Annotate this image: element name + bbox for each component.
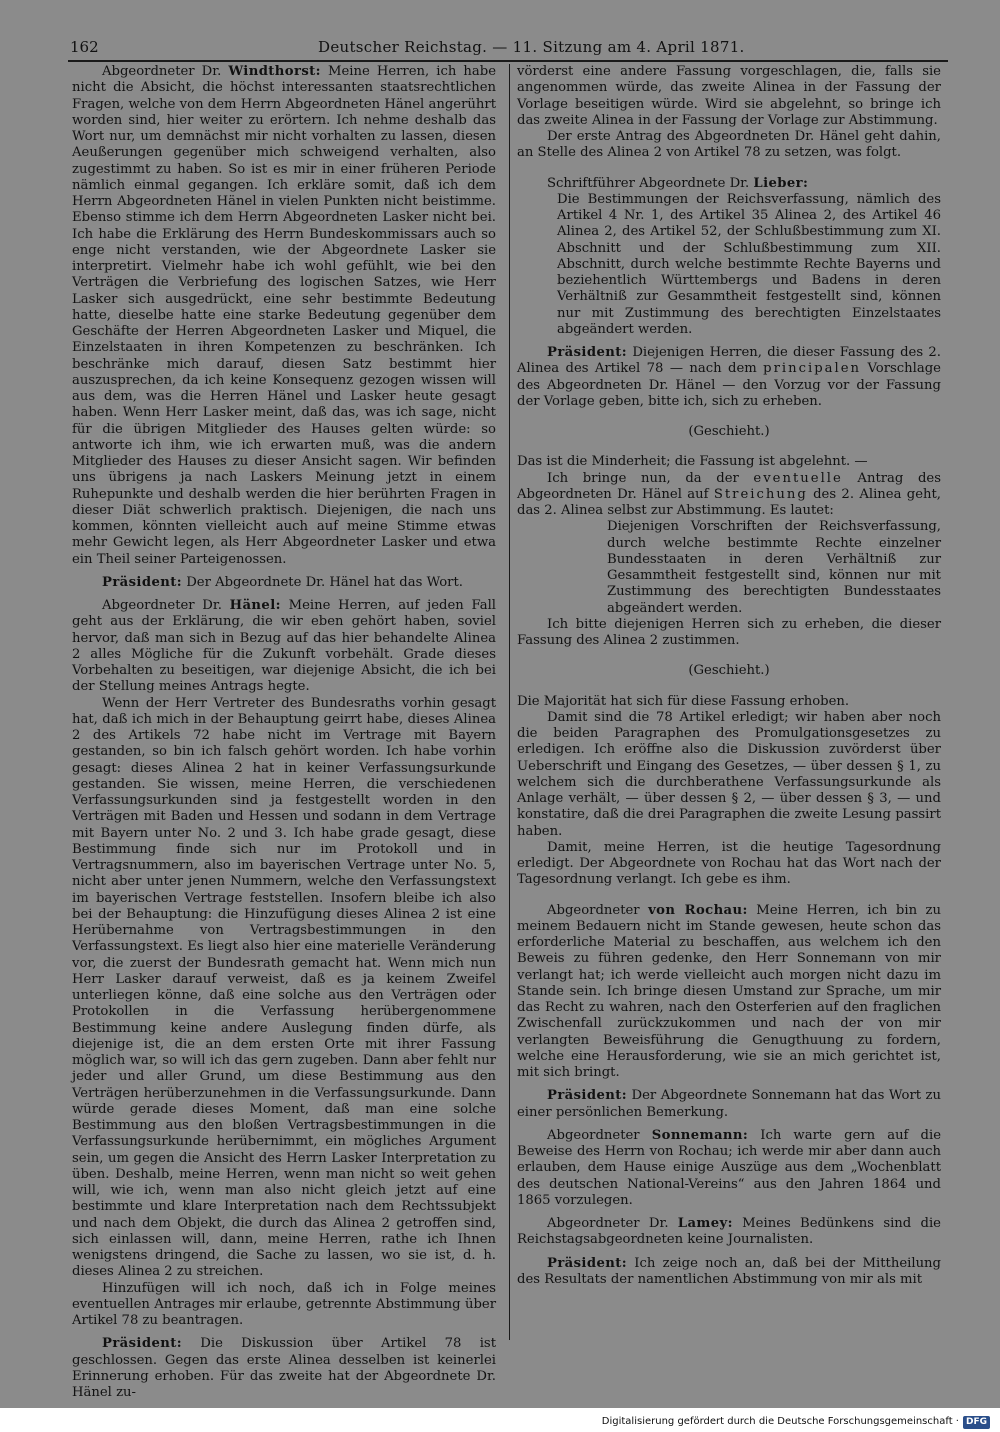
paragraph-lieber: Schriftführer Abgeordnete Dr. Lieber: — [547, 175, 809, 191]
column-divider — [509, 64, 510, 1340]
speaker-name: Präsident: — [102, 1336, 183, 1352]
stage-direction: (Geschieht.) — [688, 663, 770, 679]
paragraph-vote-intro: Ich bringe nun, da der eventuelle Antrag des Abgeordneten Dr. Hänel auf Streichung des 2. Alinea geht, das 2. Alinea selbst zur Abstimmung. Es lautet: — [517, 470, 942, 518]
speaker-name: Hänel: — [229, 598, 281, 613]
paragraph-praesident-1: Präsident: Der Abgeordnete Dr. Hänel hat das Wort. — [102, 574, 463, 590]
paragraph-praesident-3: Präsident: Diejenigen Herren, die dieser Fassung des 2. Alinea des Artikel 78 — nach dem principalen Vorschlage des Abgeordneten Dr. Hänel — den Vorzug vor der Fassung der Vorlage geben, bitte ich, sich zu erheben. — [517, 345, 941, 409]
stage-direction: (Geschieht.) — [688, 424, 770, 439]
paragraph-haenel-3: Hinzufügen will ich noch, daß ich in Folge meines eventuellen Antrages mir erlaube, getrennte Abstimmung über Artikel 78 zu beantragen. — [72, 1280, 496, 1328]
speaker-name: Windthorst: — [228, 64, 321, 79]
paragraph-praesident-5: Präsident: Ich zeige noch an, daß bei der Mittheilung des Resultats der namentlichen Abstimmung von mir als mit — [517, 1255, 941, 1287]
page-header — [70, 36, 940, 58]
paragraph-praesident-4: Präsident: Der Abgeordnete Sonnemann hat das Wort zu einer persönlichen Bemerkung. — [517, 1088, 941, 1120]
speaker-name: Präsident: — [547, 1255, 628, 1271]
dfg-logo: DFG — [963, 1416, 990, 1429]
speaker-name: Präsident: — [547, 345, 628, 360]
paragraph-continuation: vörderst eine andere Fassung vorgeschlagen, die, falls sie angenommen würde, das zweite Alinea in der Fassung der Vorlage beseitigen würde. Wird sie abgelehnt, so bringe ich das zweite Alinea in der Fassung der Vorlage zur Abstimmung. — [517, 64, 941, 128]
page-number: 162 — [70, 38, 99, 56]
paragraph-haenel-2: Wenn der Herr Vertreter des Bundesraths vorhin gesagt hat, daß ich mich in der Behauptung geirrt habe, dieses Alinea 2 des Artikels 72 habe nicht im Vertrage mit Bayern gestanden, so bin ich falsch gehört worden. Ich habe vorhin gesagt: dieses Alinea 2 hat in keiner Verfassungsurkunde gestanden. Sie wissen, meine Herren, die verschiedenen Verfassungsurkunden sind ja festgestellt worden in den Verträgen mit Baden und Hessen und sodann in dem Vertrage mit Bayern unter No. 2 und 3. Ich habe grade gesagt, diese Bestimmung finde sich nur im Protokoll und in Vertragsnummern, also im bayerischen Vertrage unter No. 5, nicht aber unter jenen Nummern, welche den Verfassungstext im bayerischen Vertrage feststellen. Insofern bleibe ich also bei der Behauptung: die Hinzufügung dieses Alinea 2 ist eine Herübernahme von Vertragsbestimmungen in den Verfassungstext. Es liegt also hier eine materielle Veränderung vor, die zuerst der Bundesrath gemacht hat. Wenn mich nun Herr Lasker darauf verweist, daß es ja keinem Zweifel unterliegen könne, daß eine solche aus den Verträgen oder Protokollen in die Verfassung herübergenommene Bestimmung keine andere Auslegung finden dürfe, als diejenige ist, die an dem ersten Orte mit ihrer Fassung möglich war, so will ich das gern zugeben. Dann aber fehlt nur jeder und aller Grund, um diese Bestimmung aus den Verträgen herüberzunehmen in die Verfassungsurkunde. Dann würde gerade dieses Moment, daß man eine solche Bestimmung aus den bloßen Vertragsbestimmungen in die Verfassungsurkunde herübernimmt, ein mögliches Argument sein, um gegen die Ansicht des Herrn Lasker Interpretation zu üben. Deshalb, meine Herren, wenn man nicht so weit gehen will, wie ich, wenn man also nicht gleich jetzt auf eine bestimmte und klare Interpretation nach dem Rechtssubjekt und nach dem Objekt, die durch das Alinea 2 getroffen sind, sich einlassen will, dann, meine Herren, rathe ich Ihnen wenigstens dringend, die Sache zu lassen, wo sie ist, d. h. dieses Alinea 2 zu streichen. — [72, 695, 496, 1280]
speaker-name: Präsident: — [102, 574, 183, 590]
credit-text: Digitalisierung gefördert durch die Deutsche Forschungsgemeinschaft · — [601, 1416, 959, 1427]
paragraph-haenel: Abgeordneter Dr. Hänel: Meine Herren, auf jeden Fall geht aus der Erklärung, die wir eben gehört haben, soviel hervor, daß man sich in Bezug auf das hier behandelte Alinea 2 alles Mögliche für die Zukunft vorbehält. Grade dieses Vorbehalten zu beseitigen, war diejenige Absicht, die ich bei der Stellung meines Antrags hegte. — [72, 598, 497, 695]
right-column — [517, 64, 941, 1288]
paragraph-lamey: Abgeordneter Dr. Lamey: Meines Bedünkens sind die Reichstagsabgeordneten keine Journalisten. — [517, 1216, 941, 1248]
speaker-name: von Rochau: — [648, 902, 748, 918]
paragraph-praesident-2: Präsident: Die Diskussion über Artikel 78 ist geschlossen. Gegen das erste Alinea desselben ist keinerlei Erinnerung erhoben. Für das zweite hat der Abgeordnete Dr. Hänel zu- — [72, 1336, 496, 1400]
paragraph-first-motion: Der erste Antrag des Abgeordneten Dr. Hänel geht dahin, an Stelle des Alinea 2 von Artikel 78 zu setzen, was folgt. — [517, 129, 941, 161]
paragraph-sonnemann: Abgeordneter Sonnemann: Ich warte gern auf die Beweise des Herrn von Rochau; ich werde mir aber dann auch erlauben, dem Hause einige Auszüge aus dem „Wochenblatt des deutschen National-Vereins“ aus den Jahren 1864 und 1865 vorzulegen. — [517, 1127, 941, 1208]
paragraph-articles-done: Damit sind die 78 Artikel erledigt; wir haben aber noch die beiden Paragraphen des Promulgationsgesetzes zu erledigen. Ich eröffne also die Diskussion zuvörderst über Ueberschrift und Eingang des Gesetzes, — über dessen § 1, zu welchem sich die durchberathene Verfassungsurkunde als Anlage verhält, — über dessen § 2, — über dessen § 3, — und konstatire, daß die drei Paragraphen die zweite Lesung passirt haben. — [517, 709, 941, 839]
running-title: Deutscher Reichstag. — 11. Sitzung am 4. April 1871. — [318, 38, 745, 56]
digitization-credit — [602, 1414, 990, 1430]
quote-motion-text: Die Bestimmungen der Reichsverfassung, nämlich des Artikel 4 Nr. 1, des Artikel 35 Alinea 2, des Artikel 46 Alinea 2, des Artikel 52, der Schlußbestimmung zum XI. Abschnitt und der Schlußbestimmung zum XII. Abschnitt, durch welche bestimmte Rechte Bayerns und beziehentlich Württembergs und Badens in deren Verhältniß zur Gesammtheit festgestellt sind, können nur mit Zustimmung des berechtigten Einzelstaates abgeändert werden. — [557, 191, 941, 337]
paragraph-rochau: Abgeordneter von Rochau: Meine Herren, ich bin zu meinem Bedauern nicht im Stande gewesen, heute schon das erforderliche Material zu beschaffen, aus welchem ich den Beweis zu führen gedenke, den Herr Sonnemann von mir verlangt hat; ich werde vielleicht auch morgen nicht dazu im Stande sein. Ich bringe diesen Umstand zur Sprache, um mir das Recht zu wahren, nach den Osterferien auf den fraglichen Zwischenfall zurückzukommen und nach der von mir verlangten Beweisführung die Genugthuung zu fordern, welche eine Herausforderung, wie sie an mich gerichtet ist, mit sich bringt. — [517, 902, 941, 1080]
header-rule — [68, 60, 948, 62]
quote-alinea-text: Diejenigen Vorschriften der Reichsverfassung, durch welche bestimmte Rechte einzelner Bundesstaaten in deren Verhältniß zur Gesammtheit festgestellt sind, können nur mit Zustimmung des berechtigten Bundesstaates abgeändert werden. — [607, 519, 941, 616]
speaker-name: Präsident: — [547, 1088, 628, 1104]
paragraph-vote-request: Ich bitte diejenigen Herren sich zu erheben, die dieser Fassung des Alinea 2 zustimmen. — [517, 616, 941, 648]
paragraph-windthorst: Abgeordneter Dr. Windthorst: Meine Herren, ich habe nicht die Absicht, die höchst interessanten staatsrechtlichen Fragen, welche von dem Herrn Abgeordneten Hänel angerührt worden sind, hier weiter zu erörtern. Ich nehme deshalb das Wort nur, um demnächst mir nicht vorhalten zu lassen, diesen Aeußerungen gegenüber mich schweigend verhalten, also zugestimmt zu haben. So ist es mir in einer früheren Periode nämlich einmal gegangen. Ich erkläre somit, daß ich dem Herrn Abgeordneten Hänel in vielen Punkten nicht beistimme. Ebenso stimme ich dem Herrn Abgeordneten Lasker nicht bei. Ich habe die Erklärung des Herrn Bundeskommissars auch so enge nicht verstanden, wie der Abgeordnete Lasker sie interpretirt. Vielmehr habe ich wohl gefühlt, wie bei den Verträgen die Verbriefung des logischen Satzes, wie Herr Lasker sich ausgedrückt, eine sehr bestimmte Bedeutung hatte, dieselbe hatte eine starke Bedeutung gegenüber dem Geschäfte der Herren Abgeordneten Lasker und Miquel, die Einzelstaaten in ihren Kompetenzen zu beschränken. Ich beschränke mich darauf, diesen Satz bestimmt hier auszusprechen, da ich keine Konsequenz gezogen wissen will aus dem, was die Herren Hänel und Lasker heute gesagt haben. Wenn Herr Lasker meint, daß das, was ich sage, nicht für die übrigen Mitglieder des Hauses gelten würde: so antworte ich ihm, wie ich erwarten muß, was die andern Mitglieder des Hauses zu dieser Ansicht sagen. Wir befinden uns übrigens ja nach Laskers Meinung jetzt in einem Ruhepunkte und deshalb werden die hier berührten Fragen in dieser Diät schwerlich praktisch. Diejenigen, die nach uns kommen, könnten vielleicht auch auf meine Stimme etwas mehr Gewicht legen, als Herr Abgeordneter Lasker und etwa ein Theil seiner Parteigenossen. — [72, 64, 496, 567]
paragraph-result-2: Die Majorität hat sich für diese Fassung erhoben. — [517, 693, 850, 709]
speaker-name: Sonnemann: — [651, 1127, 749, 1143]
speaker-name: Lamey: — [677, 1216, 733, 1231]
speaker-name: Lieber: — [753, 175, 809, 191]
left-column — [72, 64, 496, 1401]
paragraph-result-1: Das ist die Minderheit; die Fassung ist abgelehnt. — — [517, 454, 868, 470]
paragraph-agenda-done: Damit, meine Herren, ist die heutige Tagesordnung erledigt. Der Abgeordnete von Rochau hat das Wort nach der Tagesordnung verlangt. Ich gebe es ihm. — [517, 839, 941, 888]
